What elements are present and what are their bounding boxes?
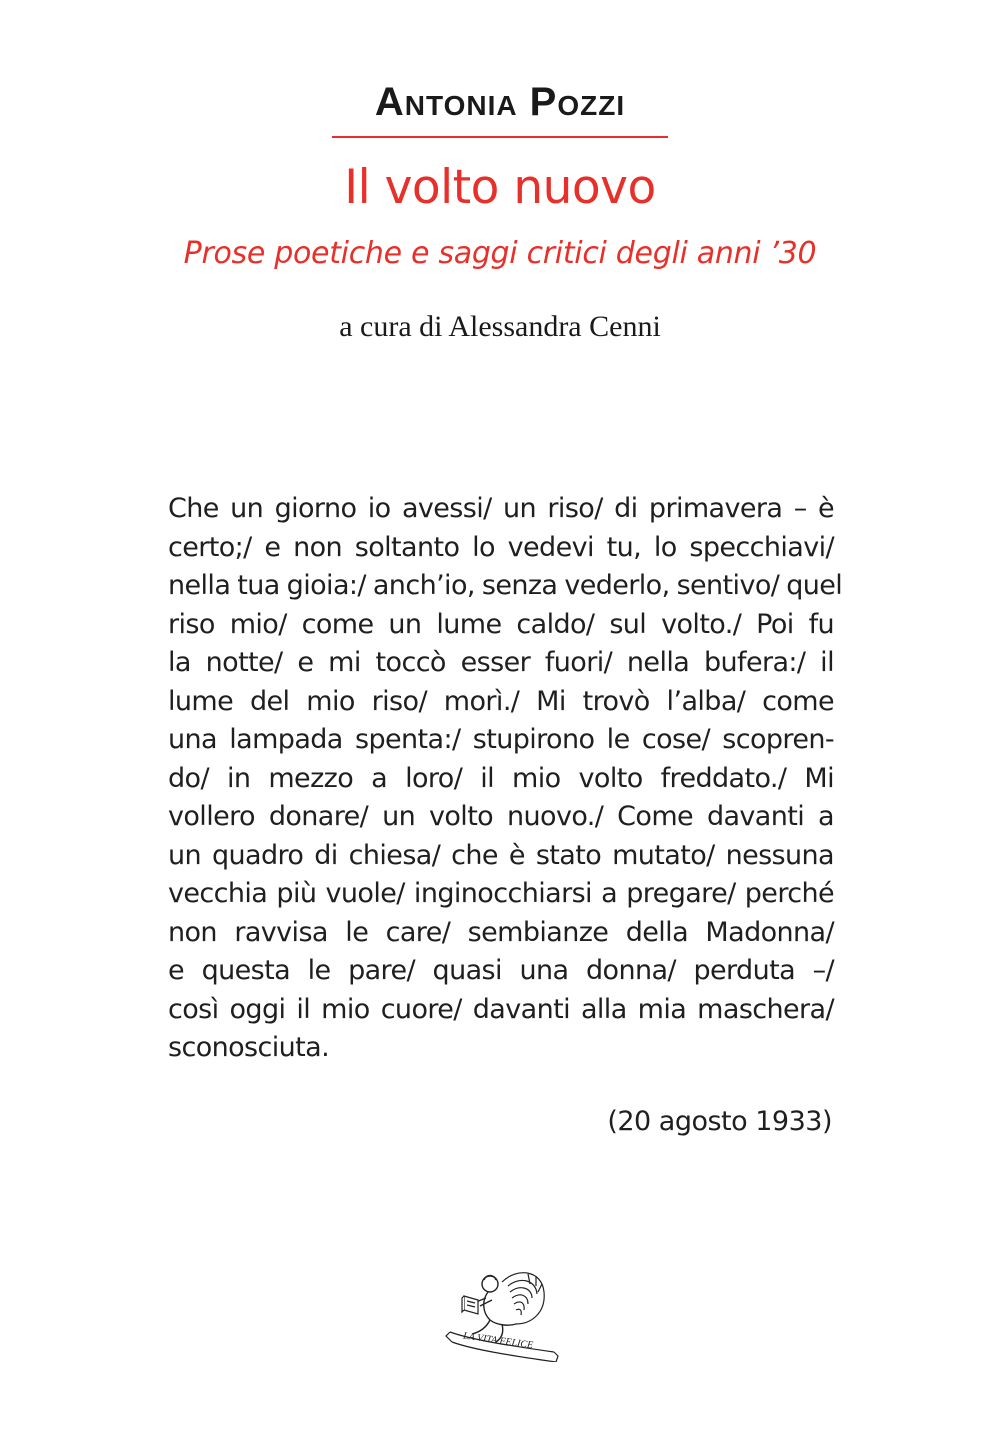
poem-line: così oggi il mio cuore/ davanti alla mia maschera/ xyxy=(168,993,834,1025)
editor-credit: a cura di Alessandra Cenni xyxy=(339,310,661,343)
poem-line: do/ in mezzo a loro/ il mio volto freddato./ Mi xyxy=(168,762,834,794)
poem-line: la notte/ e mi toccò esser fuori/ nella bufera:/ il xyxy=(168,647,834,678)
poem-line: un quadro di chiesa/ che è stato mutato/ nessuna xyxy=(168,839,834,871)
poem-line: non ravvisa le care/ sembianze della Madonna/ xyxy=(168,916,834,948)
poem-line: una lampada spenta:/ stupirono le cose/ scopren- xyxy=(168,724,834,755)
poem-text xyxy=(168,490,843,1068)
poem-line: lume del mio riso/ morì./ Mi trovò l’alba/ come xyxy=(168,685,834,717)
book-title: Il volto nuovo xyxy=(344,160,656,215)
poem-line: e questa le pare/ quasi una donna/ perduta –/ xyxy=(168,955,834,986)
title-rule xyxy=(332,136,668,138)
poem-date: (20 agosto 1933) xyxy=(607,1106,832,1137)
poem-line: riso mio/ come un lume caldo/ sul volto./ Poi fu xyxy=(168,608,834,640)
publisher-logo-text: LA VITA FELICE xyxy=(462,1330,534,1352)
poem-line: vollero donare/ un volto nuovo./ Come davanti a xyxy=(168,801,834,832)
author-name: Antonia Pozzi xyxy=(374,80,626,124)
poem-line: vecchia più vuole/ inginocchiarsi a pregare/ perché xyxy=(168,878,834,909)
winged-figure-reading-book-icon xyxy=(432,1262,562,1362)
poem-line: certo;/ e non soltanto lo vedevi tu, lo specchiavi/ xyxy=(168,531,834,563)
poem-line: Che un giorno io avessi/ un riso/ di primavera – è xyxy=(168,493,834,524)
poem-line: nella tua gioia:/ anch’io, senza vederlo, sentivo/ quel xyxy=(168,570,843,601)
poem-line: sconosciuta. xyxy=(168,1032,330,1063)
book-subtitle: Prose poetiche e saggi critici degli anni ’30 xyxy=(183,236,817,271)
